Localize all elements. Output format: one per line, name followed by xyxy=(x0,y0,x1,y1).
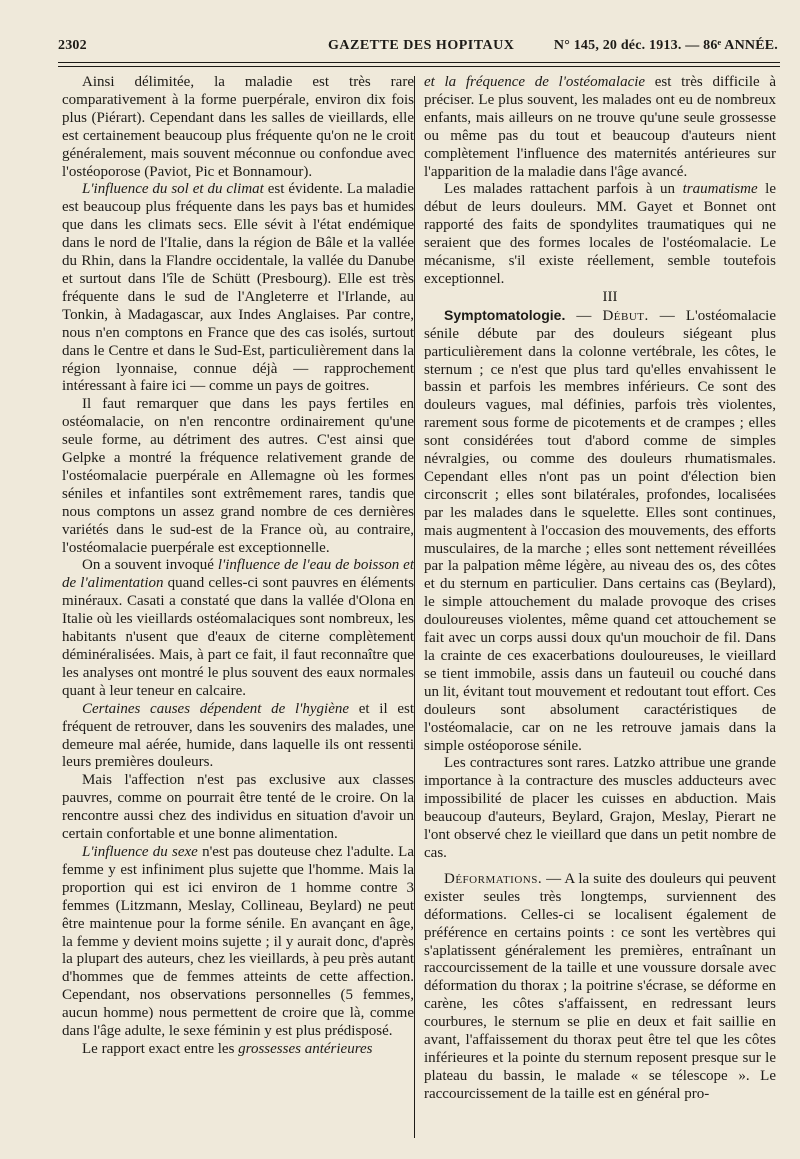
paragraph: On a souvent invoqué l'influence de l'eau de boisson et de l'alimentation quand celles-ci sont pauvres en éléments minéraux. Casati a constaté que dans la vallée d'Olona en Italie où les vieillards ostéomalaciques sont nombreux, les habitants n'usent que d'eaux de citerne complètement déminéralisées. Mais, à part ce fait, il faut reconnaître que les analyses ont montré le plus souvent des eaux normales quant à leur teneur en calcaire. xyxy=(62,557,414,699)
paragraph: Les malades rattachent parfois à un traumatisme le début de leurs douleurs. MM. Gayet et Bonnet ont rapporté des faits de spondylites traumatiques qui ne seraient que des formes locales de l'ostéomalacie. Le mécanisme, s'il existe réellement, semble toutefois exceptionnel. xyxy=(424,181,776,287)
journal-title: GAZETTE DES HOPITAUX xyxy=(328,38,515,53)
paragraph: L'influence du sol et du climat est évidente. La maladie est beaucoup plus fréquente dans les pays bas et humides que dans les climats secs. Elle sévit à l'état endémique dans le nord de l'Italie, dans la région de Bâle et la vallée du Rhin, dans la Flandre occidentale, la vallée du Danube et surtout dans l'île de Schütt (Presbourg). Elle est très fréquente dans le sud de l'Angleterre et l'Irlande, au Tonkin, à Madagascar, aux Indes Anglaises. Par contre, nous n'en comptons en France que des cas isolés, surtout dans le Centre et dans le Sud-Est, particulièrement dans la région lyonnaise, connue déjà — rapprochement intéressant à faire ici — comme un pays de goitres. xyxy=(62,181,414,395)
paragraph: Le rapport exact entre les grossesses antérieures xyxy=(82,1040,373,1057)
subheading: Début. xyxy=(602,307,649,324)
paragraph: Les contractures sont rares. Latzko attribue une grande importance à la contracture des muscles adducteurs avec impossibilité de placer les cuisses en abduction. Mais beaucoup d'auteurs, Beylard, Grajon, Meslay, Pierart ne l'ont observé chez le vieillard que dans un petit nombre de cas. xyxy=(424,755,776,861)
right-column xyxy=(424,74,776,1104)
paragraph: Déformations. — A la suite des douleurs qui peuvent exister seules très longtemps, surviennent des déformations. Celles-ci se localisent également de préférence en certains points : ce sont les vertèbres qui s'aplatissent généralement les premières, entraînant un raccourcissement de la taille et une voussure dorsale avec déformation du thorax ; la poitrine s'écrase, se déforme en carène, les côtes s'affaissent, en redressant leurs courbures, le sternum se plie en deux et fait saillie en avant, l'affaissement du thorax peut être tel que les côtes inférieures et la pointe du sternum reposent presque sur le plateau du bassin, le malade « se télescope ». Le raccourcissement de la taille est en général pro- xyxy=(424,870,776,1102)
paragraph: Symptomatologie. — Début. — L'ostéomalacie sénile débute par des douleurs siégeant plus particulièrement dans la colonne vertébrale, les côtes, le sternum ; ce n'est que plus tard qu'elles envahissent le bassin et parfois les membres inférieurs. Ce sont des douleurs vagues, mal définies, parfois très violentes, rarement sous forme de picotements et de crampes ; elles sont considérées tout d'abord comme de simples névralgies, ou comme des douleurs rhumatismales. Cependant elles n'ont pas un point d'élection bien circonscrit ; elles sont bilatérales, profondes, localisées par les malades dans le squelette. Elles sont continues, mais augmentent à l'occasion des mouvements, des efforts musculaires, de la marche ; elles sont nettement réveillées par la palpation même légère, au niveau des os, des côtes et du sternum en particulier. Dans certains cas (Beylard), le simple attouchement du malade provoque des crises douloureuses violentes, même quand cet attouchement se fait avec un corps aussi doux qu'un mouchoir de fil. Dans la crainte de ces exacerbations douloureuses, le vieillard se tient immobile, assis dans un fauteuil ou couché dans un lit, évitant tout mouvement et redoutant tout effort. Ces douleurs sont absolument caractéristiques de l'ostéomalacie, car on ne les retrouve jamais dans la simple ostéoporose sénile. xyxy=(424,306,776,754)
issue-info: N° 145, 20 déc. 1913. — 86ᵉ ANNÉE. xyxy=(553,38,778,53)
paragraph: Ainsi délimitée, la maladie est très rare comparativement à la forme puerpérale, environ dix fois plus (Piérart). Cependant dans les salles de vieillards, elle est certainement beaucoup plus fréquente qu'on ne le croit généralement, mais souvent méconnue ou confondue avec l'ostéoporose (Paviot, Pic et Bonnamour). xyxy=(62,74,414,180)
page-number: 2302 xyxy=(58,38,87,53)
paragraph: et la fréquence de l'ostéomalacie est très difficile à préciser. Le plus souvent, les malades ont eu de nombreux enfants, mais ailleurs on ne trouve qu'une seule grossesse ou même pas du tout et beaucoup d'auteurs nient complètement l'influence des maternités antérieures sur l'apparition de la maladie dans l'âge avancé. xyxy=(424,74,776,180)
subheading: Déformations. xyxy=(444,870,543,887)
header-rule-bottom xyxy=(58,66,780,67)
left-column xyxy=(62,74,414,1059)
paragraph: L'influence du sexe n'est pas douteuse chez l'adulte. La femme y est infiniment plus sujette que l'homme. Mais la proportion qui est ici environ de 1 homme contre 3 femmes (Litzmann, Meslay, Collineau, Beylard) ne peut être maintenue pour la forme sénile. En avançant en âge, la femme y devient moins sujette ; il y aurait donc, d'après la plupart des auteurs, chez les vieillards, à peu près autant d'hommes que de femmes atteints de cette affection. Cependant, nos observations personnelles (5 femmes, aucun homme) nous permettent de croire que là, comme dans l'âge adulte, le sexe féminin y est plus prédisposé. xyxy=(62,843,415,1040)
section-number: III xyxy=(602,288,618,305)
paragraph: Il faut remarquer que dans les pays fertiles en ostéomalacie, on n'en rencontre ordinairement qu'une seule forme, au détriment des autres. C'est ainsi que Gelpke a montré la fréquence relativement grande de l'ostéomalacie puerpérale en Allemagne où les formes séniles et infantiles sont extrêmement rares, tandis que nous comptons un assez grand nombre de ces dernières variétés dans le sud-est de la France où, au contraire, l'ostéomalacie puerpérale est exceptionnelle. xyxy=(62,396,414,556)
paragraph: Mais l'affection n'est pas exclusive aux classes pauvres, comme on pourrait être tenté de le croire. On la rencontre aussi chez des individus en situation d'avoir un certain confortable et une bonne alimentation. xyxy=(62,772,414,843)
header-rule-top xyxy=(58,62,780,63)
page-header xyxy=(58,36,778,58)
section-heading: Symptomatologie. xyxy=(444,306,566,323)
paragraph: Certaines causes dépendent de l'hygiène et il est fréquent de retrouver, dans les souvenirs des malades, une demeure mal aérée, humide, dans laquelle ils ont ressenti leurs premières douleurs. xyxy=(62,700,414,771)
column-divider xyxy=(414,76,415,1138)
